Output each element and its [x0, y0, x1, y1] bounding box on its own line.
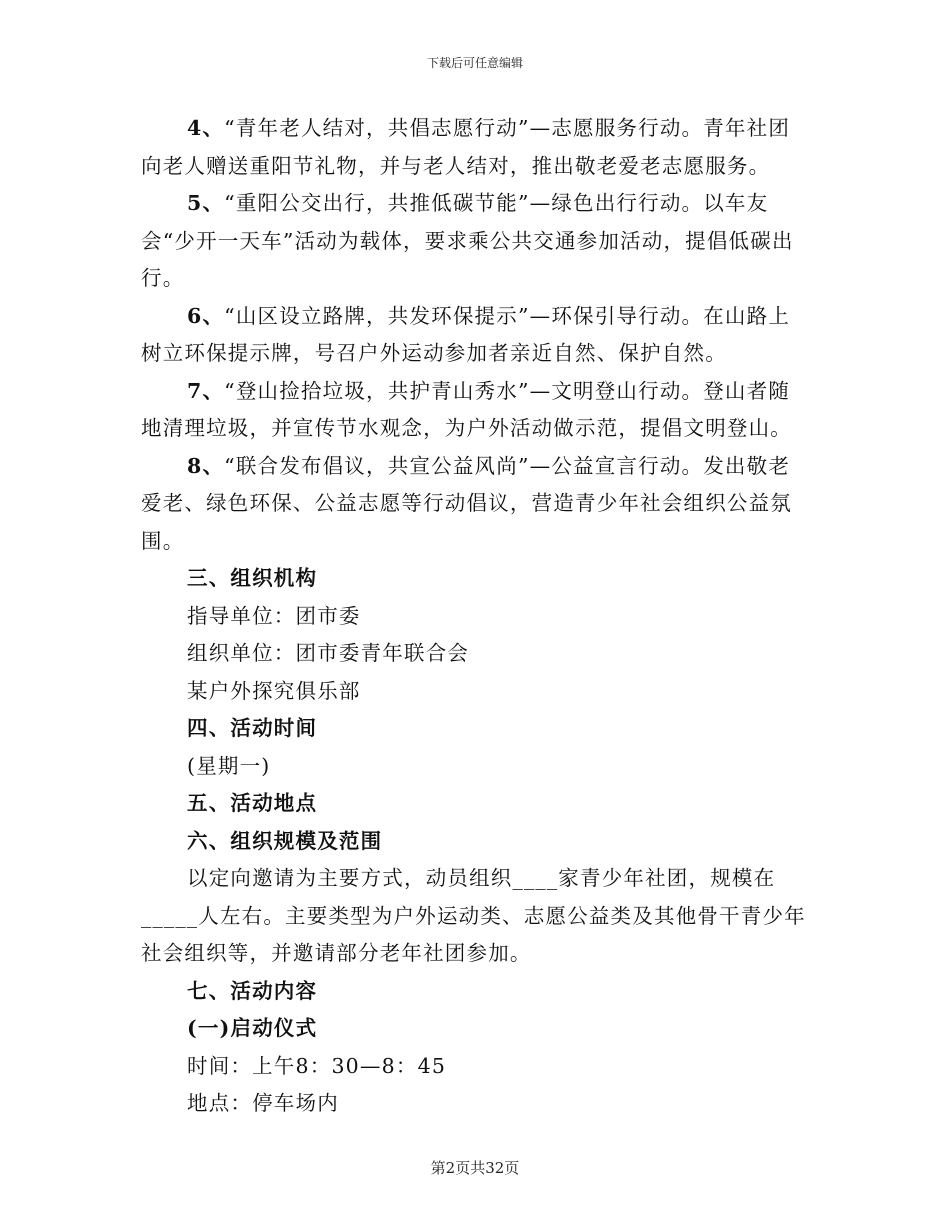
section-heading-organization: 三、组织机构	[187, 566, 318, 590]
launch-place: 地点：停车场内	[187, 1091, 339, 1115]
item-number: 4、	[187, 116, 225, 140]
list-item-4	[141, 110, 811, 185]
document-body	[141, 110, 811, 1123]
activity-time-value: (星期一)	[187, 753, 271, 778]
organizer-unit: 组织单位：团市委青年联合会	[187, 641, 470, 665]
item-text: “山区设立路牌，共发环保提示”—环保引导行动。在山路上树立环保提示牌，号召户外运动参加者亲近自然、保护自然。	[141, 303, 791, 365]
page-header: 下载后可任意编辑	[426, 56, 523, 70]
list-item-7	[141, 373, 811, 448]
club-name: 某户外探究俱乐部	[187, 678, 361, 703]
list-item-6	[141, 298, 811, 373]
item-text: “青年老人结对，共倡志愿行动”—志愿服务行动。青年社团向老人赠送重阳节礼物，并与老人结对，推出敬老爱老志愿服务。	[141, 116, 791, 178]
subsection-heading-launch: (一)启动仪式	[187, 1016, 318, 1040]
item-number: 8、	[187, 453, 225, 478]
item-text: “联合发布倡议，共宣公益风尚”—公益宣言行动。发出敬老爱老、绿色环保、公益志愿等行动倡议，营造青少年社会组织公益氛围。	[141, 453, 792, 553]
item-text: “登山捡拾垃圾，共护青山秀水”—文明登山行动。登山者随地清理垃圾，并宣传节水观念，为户外活动做示范，提倡文明登山。	[141, 378, 792, 440]
launch-time: 时间：上午8：30—8：45	[187, 1053, 447, 1078]
list-item-8	[141, 448, 811, 561]
scale-paragraph: 以定向邀请为主要方式，动员组织____家青少年社团，规模在_____人左右。主要类型为户外运动类、志愿公益类及其他骨干青少年社会组织等，并邀请部分老年社团参加。	[141, 866, 806, 965]
item-text: “重阳公交出行，共推低碳节能”—绿色出行行动。以车友会“少开一天车”活动为载体，要求乘公共交通参加活动，提倡低碳出行。	[141, 191, 794, 290]
section-heading-scale: 六、组织规模及范围	[187, 828, 383, 853]
section-heading-time: 四、活动时间	[187, 716, 318, 740]
section-heading-location: 五、活动地点	[187, 791, 318, 815]
item-number: 7、	[187, 378, 225, 403]
guide-unit: 指导单位：团市委	[187, 603, 361, 628]
list-item-5	[141, 185, 811, 298]
item-number: 5、	[187, 191, 225, 215]
page-footer: 第2页共32页	[430, 1159, 520, 1177]
section-heading-content: 七、活动内容	[187, 978, 318, 1003]
item-number: 6、	[187, 303, 225, 328]
